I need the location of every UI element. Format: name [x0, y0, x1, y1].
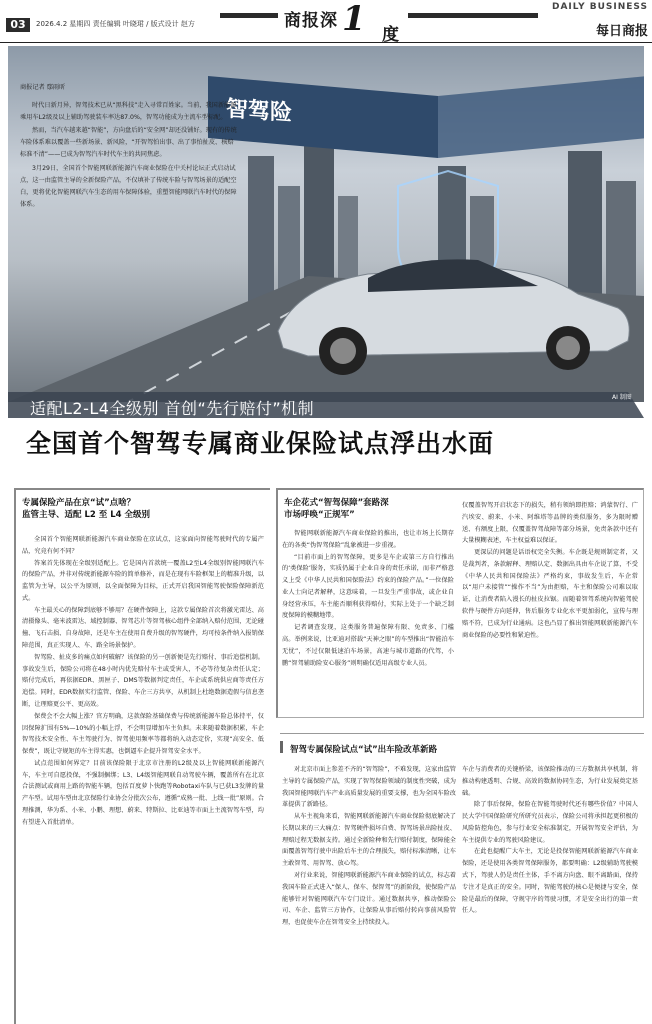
issue-meta: 2026.4.2 星期四 责任编辑 叶晓珺 / 版式设计 赵方: [36, 20, 195, 28]
section-number: 1: [342, 0, 366, 39]
right-title-line: 车企花式“智驾保障”套路深: [284, 498, 389, 508]
paragraph: 在此也提醒广大车主，无论是投保智能网联新能源汽车商业保险，还是使用各类智驾保障服务，都要明确：L2级辅助驾驶模式下，驾驶人仍是责任主体，手不离方向盘、眼不离路面，保持专注才是真正的安全。同时，智能驾驶的核心是便捷与安全，保险是最后的保障，守规守序的驾驶习惯，才是安全出行的第一责任人。: [462, 848, 638, 915]
paragraph: 记者调查发现，这类服务普遍保障有限、免责多、门槛高。举例来说，比亚迪对搭载“天神之眼”的车型推出“智能泊车无忧”，不过仅限低速泊车场景，高速与城市道路的代驾，小鹏“智驾辅助险安心服务”则明确仅适用高级专业人员。: [282, 624, 454, 667]
intro-paragraph: 时代日新月异，智驾技术已从“黑科技”走入寻常百姓家。当前，我国新能源乘用车L2级及以上辅助驾驶装车率达87.0%，智驾功能成为主流车型标配。: [20, 102, 237, 122]
page-number: 03: [6, 18, 30, 32]
paragraph: 全国首个智能网联新能源汽车商业保险在京试点，这家面向智能驾驶时代的专属产品，究竟有何不同？: [22, 536, 264, 555]
paragraph: 从车主视角来看，智能网联新能源汽车商业保险彻底解决了长期以来的三大痛点：智驾硬件损坏自费、智驾场景出险扯皮、理赔过程无数据支持。通过全新险种和先行赔付制度，保障能全面覆盖智驾行驶中出险后车主的合理损失，赔付标准清晰，让车主敢智驾、用智驾、放心驾。: [282, 813, 456, 868]
header-rule-right: [408, 13, 538, 18]
paragraph: 保费会不会大幅上涨？官方明确，这款保险基础保费与传统新能源车险总体持平，仅因保障扩围有5%—10%的小幅上浮，不会明显增加车主负担。未来随着数据积累，车企智驾技术安全性、车主驾驶行为、智驾使用频率等都将纳入动态定价，实现“高安全、低保费”，既让守规矩的车主得实惠，也倒逼车企提升智驾安全水平。: [22, 712, 264, 756]
left-title-line: 监管主导、适配 L2 至 L4 全级别: [22, 510, 150, 521]
paragraph: 仅覆盖智驾开启状态下的损失，稍有领纳即拒赔；鸿蒙智行、广汽埃安、蔚来、小米、阿维塔等品牌的类似服务，多为限时赠送、有额度上限，仅覆盖智驾故障等部分场景，免责条款中还有大量模糊表述，车主权益难以保证。: [462, 502, 638, 545]
brand-english: DAILY BUSINESS: [551, 2, 648, 12]
paragraph: 除了事后保障，保险在智能驾驶时代还有哪些价值？中国人民大学中国保险研究所研究员表示，保险公司将承担起更积极的风险防控角色，参与行业安全标准制定，开展智驾安全评估，为车主提供专业的驾驶风险建议。: [462, 801, 638, 844]
right-article-2-title: 智驾专属保险试点“试”出车险改革新路: [290, 745, 438, 755]
intro-paragraph: 3月29日，全国首个智能网联新能源汽车商业保险在中关村论坛正式启动试点，这一由监管主导的全新保险产品，不仅填补了传统车险与智驾场景的适配空白，更将优化智能网联汽车生态的用车保障体验，重塑智能网联汽车时代的保障体系。: [20, 164, 237, 208]
section-title: 商报深: [284, 11, 338, 31]
header-rule-left: [220, 13, 278, 18]
paragraph: 车主最关心的保障到底够不够用？在硬件保障上，这款专属保险首次将激光雷达、高清摄像头、毫米波雷达、域控制器、智驾芯片等智驾核心组件全部纳入赔付范围，无论碰撞、飞石击损、自身故障，还是车主在使用自费升级的智驾硬件，均可按条件纳入报销保障范围，真正实现人、车、路全场景保护。: [22, 606, 264, 650]
right-article-1-col-a: [282, 528, 454, 669]
intro-paragraph: 然而，当汽车越来越“智能”，方向盘后的“安全网”却还没铺好。现有的传统车险体系难以覆盖一些新场景、新风险，“开智驾怕出事、出了事怕扯皮、核赔标准不清”——已成为智驾汽车时代车主的共同焦虑。: [20, 127, 237, 159]
billboard-text: 智驾险: [226, 96, 293, 127]
left-article-body: [22, 534, 264, 829]
page-header: [0, 0, 652, 43]
left-article-title: [22, 497, 262, 522]
paragraph: 对北京市面上参差不齐的“智驾险”，不难发现，这家由监管主导的专属保险产品，实现了智驾保险领域的制度性突破，成为我国智能网联汽车产业高质量发展的重要支撑，也为全国车险改革提供了新路径。: [282, 766, 456, 809]
right-article-2-col-b: [462, 764, 638, 917]
section-tail: 度: [382, 25, 399, 45]
right-article-1-title: [284, 497, 444, 522]
divider: [280, 733, 644, 734]
paragraph: 智驾险、扯皮多的痛点如何破解？该保险的另一创新便是先行赔付、事后追偿机制。事故发生后，保险公司将在48小时内优先赔付车主或受害人，不必等待复杂责任认定；赔付完成后，再依据EDR、黑匣子、DMS等数据判定责任，车企或系统供应商等责任方追偿。同时，EDR数据实行监管、保险、车企三方共享，从机制上杜绝数据造假与信息垄断，让理赔更公平、更高效。: [22, 653, 264, 708]
image-caption: AI 制图: [612, 394, 632, 401]
right-article-2-col-a: [282, 764, 456, 929]
title-marker: [280, 741, 283, 753]
main-headline: 全国首个智驾专属商业保险试点浮出水面: [26, 429, 495, 458]
paragraph: 车企与消费者的关键桥梁，该保险推动的三方数据共享机制，将推动构建透明、合规、高效的数据协同生态，为行业发展奠定基础。: [462, 766, 638, 797]
right-title-line: 市场呼唤“正规军”: [284, 510, 355, 521]
paragraph: 更深层的问题是话语权完全失衡。车企既是规则制定者，又是裁判者，条款解释、理赔认定、数据出具由车企说了算，不受《中华人民共和国保险法》严格约束，事故发生后，车企常以“用户未接管”“操作不当”为由拒赔，车主和保险公司难以取证，让消费者陷入漫长的扯皮拉锯。而随着智驾系统向智能驾驶软件与硬件方向延伸，售后服务专业化水平更加弱化，宣传与理赔不符，已成为行业通病。这也凸显了推出智能网联新能源汽车商业保险的必要性和紧迫性。: [462, 549, 638, 639]
right-article-1-col-b: [462, 500, 638, 641]
left-title-line: 专属保险产品在京“试”点啥？: [22, 498, 136, 508]
byline: 商报记者 鄢雨昕: [20, 84, 66, 91]
paragraph: 对行业来说，智能网联新能源汽车商业保险的试点，标志着我国车险正式进入“保人、保车、保智驾”的新阶段，使保险产品能够针对智能网联汽车专门设计。通过数据共享，推动保险公司、车企、监管三方协作，让保险从事后赔付转向事前风险管理，也促使车企在智驾安全上持续投入。: [282, 872, 456, 927]
subtitle: 适配L2-L4全级别 首创“先行赔付”机制: [30, 399, 315, 418]
paragraph: 答案首先体现在全级别适配上。它是国内首款统一覆盖L2至L4全级别智能网联汽车的保险产品，并非对传统新能源车险的简单修补，而是在现有车险框架上的精准升级，以监管为主导，以公平为原则，以全面保障为目标，正式开启我国智能驾驶保险保障新范式。: [22, 559, 264, 602]
intro-column: [20, 82, 238, 212]
paragraph: “目前市面上的智驾保障，更多是车企或第三方自行推出的‘类保险’服务，实质仍属于企业自身的责任承诺，而非严格意义上受《中华人民共和国保险法》约束的保险产品。”一位保险业人士向记者解释，这意味着，一旦发生严重事故，或企业自身经营承压，车主能否顺利获得赔付，实际上处于一个缺乏制度保障的模糊地带。: [282, 553, 454, 620]
paragraph: 试点范围如何界定？目前该保险限于北京市注册的L2级及以上智能网联新能源汽车，车主可自愿投保，不强制捆绑；L3、L4级智能网联自动驾驶车辆，覆盖所有在北京合法测试或商用上路的智能车辆，包括百度萝卜快跑等Robotaxi车队与已获L3发牌的量产车型。试用车型由北京保险行业协会分批次公布，遵循“成熟一批、上线一批”原则。合理推测，华为系、小米、小鹏、理想、蔚来、特斯拉、比亚迪等市面上主流智驾车型，均有望进入首批清单。: [22, 759, 264, 826]
paragraph: 智能网联新能源汽车商业保险的推出，也让市场上长期存在的各类“伪智驾保险”乱象被进一步重视。: [282, 530, 454, 549]
brand-chinese: 每日商报: [595, 24, 648, 39]
